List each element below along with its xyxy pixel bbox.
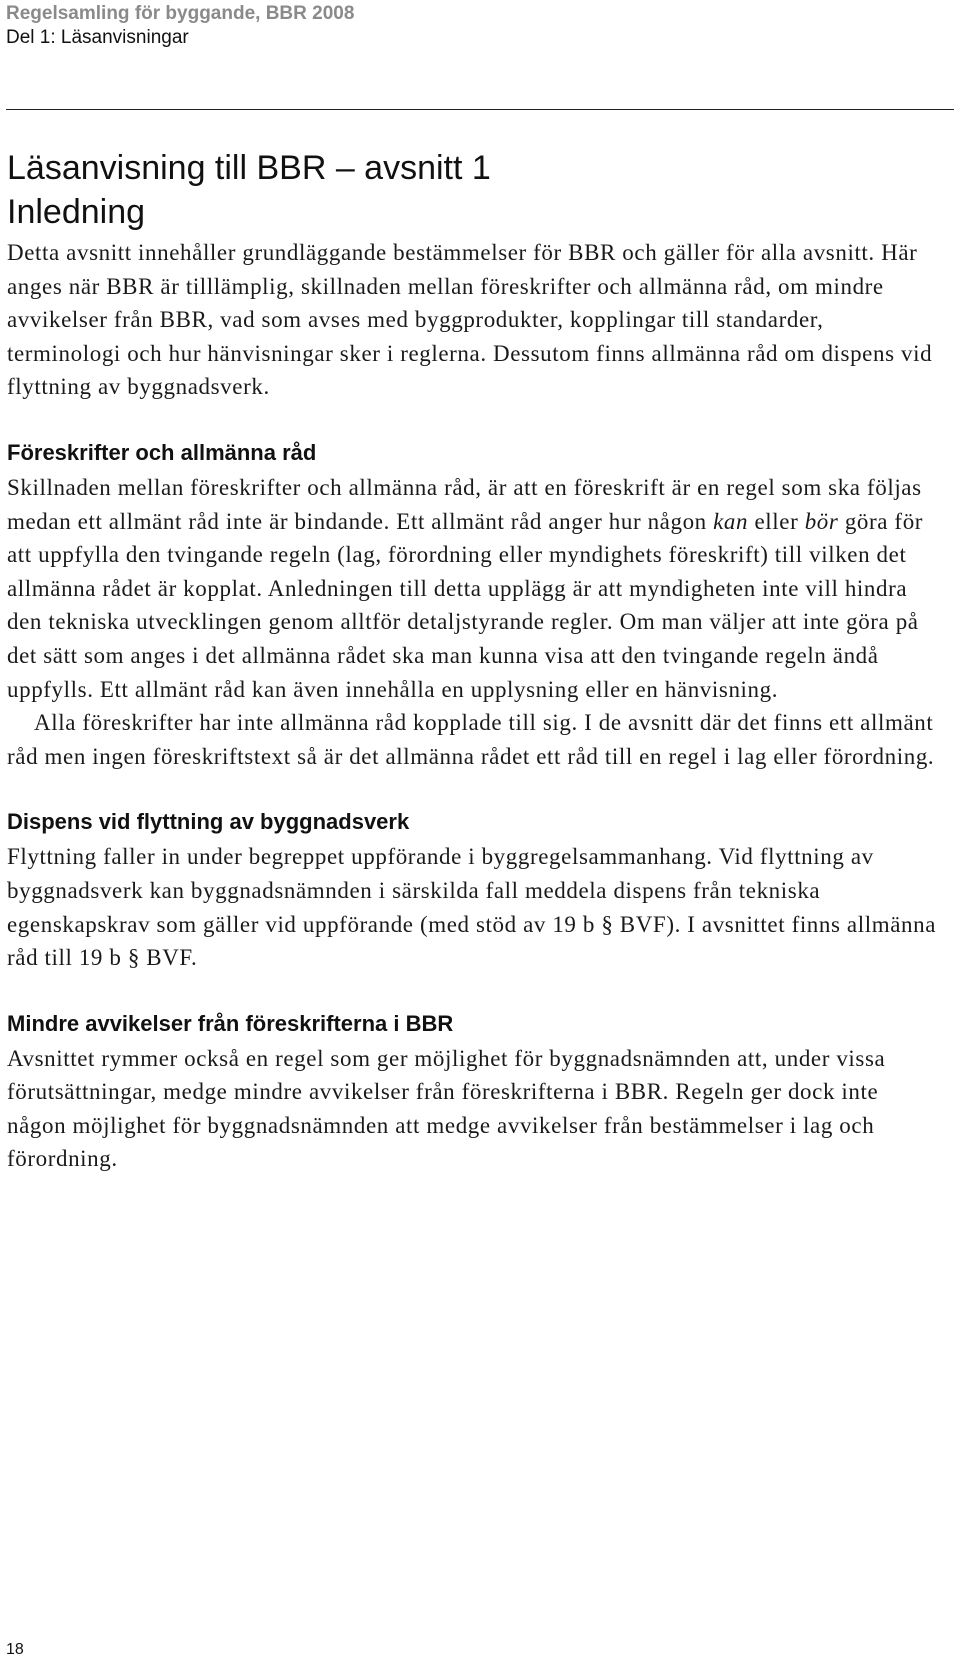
page-title xyxy=(7,146,937,234)
part-title: Del 1: Läsanvisningar xyxy=(6,27,189,48)
intro-paragraph: Detta avsnitt innehåller grundläggande bestämmelser för BBR och gäller för alla avsnitt. Här anges när BBR är tilllämplig, skillnaden mellan föreskrifter och allmänna råd, om mindre avvikelser från BBR, vad som avses med byggprodukter, kopplingar till standarder, terminologi och hur hänvisningar sker i reglerna. Dessutom finns allmänna råd om dispens vid flyttning av byggnadsverk. xyxy=(7,240,933,400)
running-header xyxy=(6,2,354,50)
relocation-paragraph: Flyttning faller in under begreppet uppförande i byggregelsammanhang. Vid flyttning av byggnadsverk kan byggnadsnämnden i särskilda fall meddela dispens från tekniska egenskapskrav som gäller vid uppförande (med stöd av 19 b § BVF). I avsnittet finns allmänna råd till 19 b § BVF. xyxy=(7,844,937,971)
header-divider xyxy=(6,109,954,110)
section-heading-regulations: Föreskrifter och allmänna råd xyxy=(7,439,317,465)
page-title-line-2: Inledning xyxy=(7,193,146,231)
emphasis-kan: kan xyxy=(713,508,749,534)
regulations-paragraph-1 xyxy=(7,471,937,706)
page-title-line-1: Läsanvisning till BBR – avsnitt 1 xyxy=(7,149,491,187)
deviations-paragraph: Avsnittet rymmer också en regel som ger möjlighet för byggnadsnämnden att, under vissa förutsättningar, medge mindre avvikelser från föreskrifterna i BBR. Regeln ger dock inte någon möjlighet för byggnadsnämnden att medge avvikelser från bestämmelser i lag och förordning. xyxy=(7,1045,886,1172)
regulations-text-c: göra för att uppfylla den tvingande regeln (lag, förordning eller myndighets föreskrift) till vilken det allmänna rådet är kopplat. Anledningen till detta upplägg är att myndigheten inte vill hindra den tekniska utvecklingen genom alltför detaljstyrande regler. Om man väljer att inte göra på det sätt som anges i det allmänna rådet ska man kunna visa att den tvingande regeln ändå uppfylls. Ett allmänt råd kan även innehålla en upplysning eller en hänvisning. xyxy=(7,508,924,702)
section-regulations xyxy=(7,437,937,773)
section-heading-relocation: Dispens vid flyttning av byggnadsverk xyxy=(7,809,410,835)
regulations-paragraph-2: Alla föreskrifter har inte allmänna råd kopplade till sig. I de avsnitt där det finns ett allmänt råd men ingen föreskriftstext så är det allmänna rådet ett råd till en regel i lag eller förordning. xyxy=(7,710,935,769)
section-relocation xyxy=(7,806,937,974)
page-content xyxy=(7,146,937,1176)
section-deviations xyxy=(7,1008,937,1176)
regulations-text-a: Skillnaden mellan föreskrifter och allmänna råd, är att en föreskrift är en regel som ska följas medan ett allmänt råd inte är bindande. Ett allmänt råd anger hur någon xyxy=(7,474,922,534)
section-heading-deviations: Mindre avvikelser från föreskrifterna i BBR xyxy=(7,1010,454,1036)
emphasis-bor: bör xyxy=(804,508,839,534)
publication-title: Regelsamling för byggande, BBR 2008 xyxy=(6,3,355,24)
regulations-text-b: eller xyxy=(748,508,805,534)
page-number: 18 xyxy=(6,1641,24,1658)
